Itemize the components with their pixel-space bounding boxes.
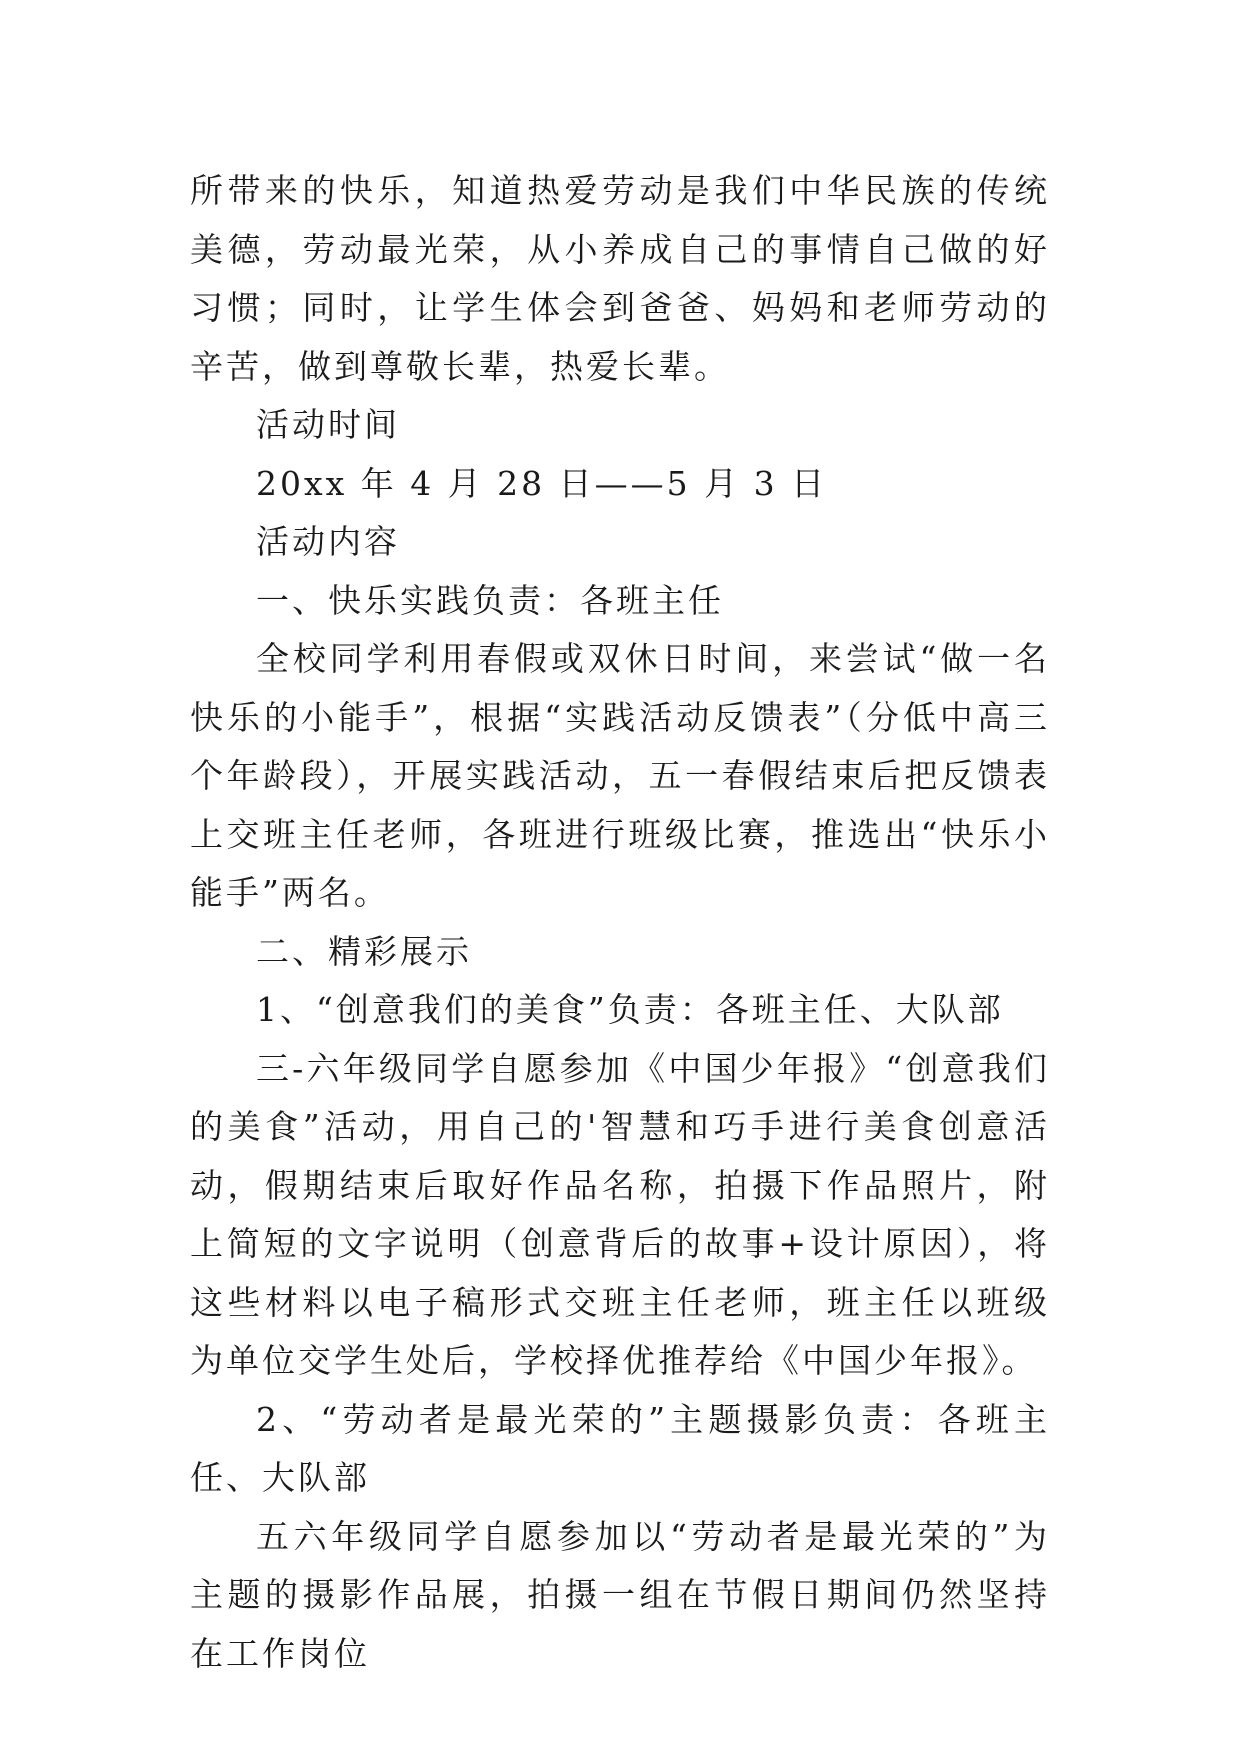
paragraph-photography: 五六年级同学自愿参加以“劳动者是最光荣的”为主题的摄影作品展，拍摄一组在节假日期间仍然坚持在工作岗位 bbox=[190, 1516, 1050, 1673]
paragraph-happy-practice: 全校同学利用春假或双休日时间，来尝试“做一名快乐的小能手”，根据“实践活动反馈表”（分低中高三个年龄段），开展实践活动，五一春假结束后把反馈表上交班主任老师，各班进行班级比赛，推选出“快乐小能手”两名。 bbox=[190, 639, 1050, 912]
section-showcase: 二、精彩展示 bbox=[256, 931, 472, 971]
paragraph-food-creativity: 三-六年级同学自愿参加《中国少年报》“创意我们的美食”活动，用自己的'智慧和巧手进行美食创意活动，假期结束后取好作品名称，拍摄下作品照片，附上简短的文字说明（创意背后的故事+设计原因），将这些材料以电子稿形式交班主任老师，班主任以班级为单位交学生处后，学校择优推荐给《中国少年报》。 bbox=[190, 1048, 1050, 1380]
section-happy-practice: 一、快乐实践负责：各班主任 bbox=[256, 580, 724, 620]
paragraph-purpose-continued: 所带来的快乐，知道热爱劳动是我们中华民族的传统美德，劳动最光荣，从小养成自己的事情自己做的好习惯；同时，让学生体会到爸爸、妈妈和老师劳动的辛苦，做到尊敬长辈，热爱长辈。 bbox=[190, 171, 1050, 386]
heading-activity-time: 活动时间 bbox=[256, 405, 400, 444]
subsection-food-creativity: 1、“创意我们的美食”负责：各班主任、大队部 bbox=[256, 990, 1004, 1029]
document-body bbox=[190, 162, 1050, 1683]
activity-date-range: 20xx 年 4 月 28 日——5 月 3 日 bbox=[256, 463, 828, 503]
subsection-photography: 2、“劳动者是最光荣的”主题摄影负责：各班主任、大队部 bbox=[190, 1399, 1050, 1497]
heading-activity-content: 活动内容 bbox=[256, 522, 400, 561]
